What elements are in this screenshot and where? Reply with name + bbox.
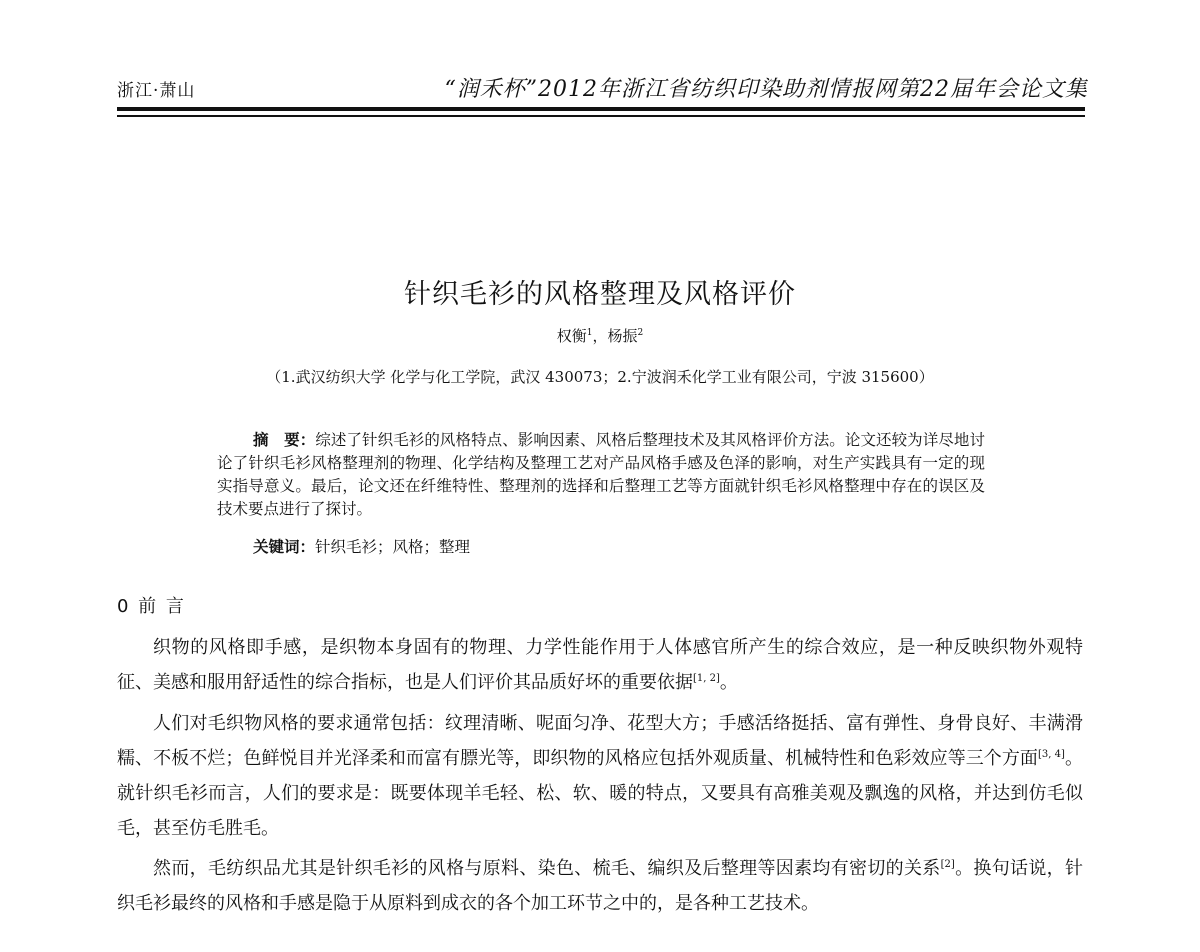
keywords [253, 536, 470, 559]
header-rule-thin [117, 115, 1085, 117]
body-paragraph [117, 706, 1083, 846]
header-rule-thick [117, 107, 1085, 111]
abstract [217, 429, 985, 521]
abstract-text: 综述了针织毛衫的风格特点、影响因素、风格后整理技术及其风格评价方法。论文还较为详尽地讨论了针织毛衫风格整理剂的物理、化学结构及整理工艺对产品风格手感及色泽的影响，对生产实践具有一定的现实指导意义。最后，论文还在纤维特性、整理剂的选择和后整理工艺等方面就针织毛衫风格整理中存在的误区及技术要点进行了探讨。 [217, 431, 985, 518]
affiliations: （1.武汉纺织大学 化学与化工学院，武汉 430073；2.宁波润禾化学工业有限公司，宁波 315600） [266, 368, 934, 386]
paragraph-text: 织物的风格即手感，是织物本身固有的物理、力学性能作用于人体感官所产生的综合效应，是一种反映织物外观特征、美感和服用舒适性的综合指标，也是人们评价其品质好坏的重要依据 [117, 637, 1083, 693]
section-heading: 0 前 言 [117, 596, 186, 617]
keywords-text: 针织毛衫；风格；整理 [315, 538, 471, 556]
citation-ref: [3, 4] [1038, 749, 1065, 760]
author-name: 权衡 [556, 327, 587, 345]
body-paragraph [117, 851, 1083, 921]
author-affil-mark: 2 [637, 328, 644, 338]
paragraph-text: 然而，毛纺织品尤其是针织毛衫的风格与原料、染色、梳毛、编织及后整理等因素均有密切的关系 [153, 858, 941, 879]
author-name: 杨振 [607, 327, 638, 345]
keywords-label: 关键词： [253, 538, 316, 556]
abstract-label: 摘 要： [253, 431, 316, 449]
body-paragraph [117, 630, 1083, 700]
authors-line [0, 325, 1200, 346]
citation-ref: [1, 2] [693, 673, 720, 684]
paper-title: 针织毛衫的风格整理及风格评价 [404, 279, 796, 310]
running-header-location: 浙江·萧山 [117, 81, 196, 101]
paragraph-text: 。 [719, 672, 738, 693]
citation-ref: [2] [940, 859, 955, 870]
author-separator: ， [592, 327, 608, 345]
paragraph-text: 。就针织毛衫而言，人们的要求是：既要体现羊毛轻、松、软、暖的特点，又要具有高雅美观及飘逸的风格，并达到仿毛似毛，甚至仿毛胜毛。 [117, 748, 1084, 839]
paragraph-text: 人们对毛织物风格的要求通常包括：纹理清晰、呢面匀净、花型大方；手感活络挺括、富有弹性、身骨良好、丰满滑糯、不板不烂；色鲜悦目并光泽柔和而富有膘光等，即织物的风格应包括外观质量、机械特性和色彩效应等三个方面 [117, 713, 1083, 769]
running-header-proceedings: “润禾杯”2012年浙江省纺织印染助剂情报网第22届年会论文集 [444, 77, 1088, 102]
author-affil-mark: 1 [586, 328, 593, 338]
paragraph-text: 。换句话说，针织毛衫最终的风格和手感是隐于从原料到成衣的各个加工环节之中的，是各种工艺技术。 [117, 858, 1083, 914]
